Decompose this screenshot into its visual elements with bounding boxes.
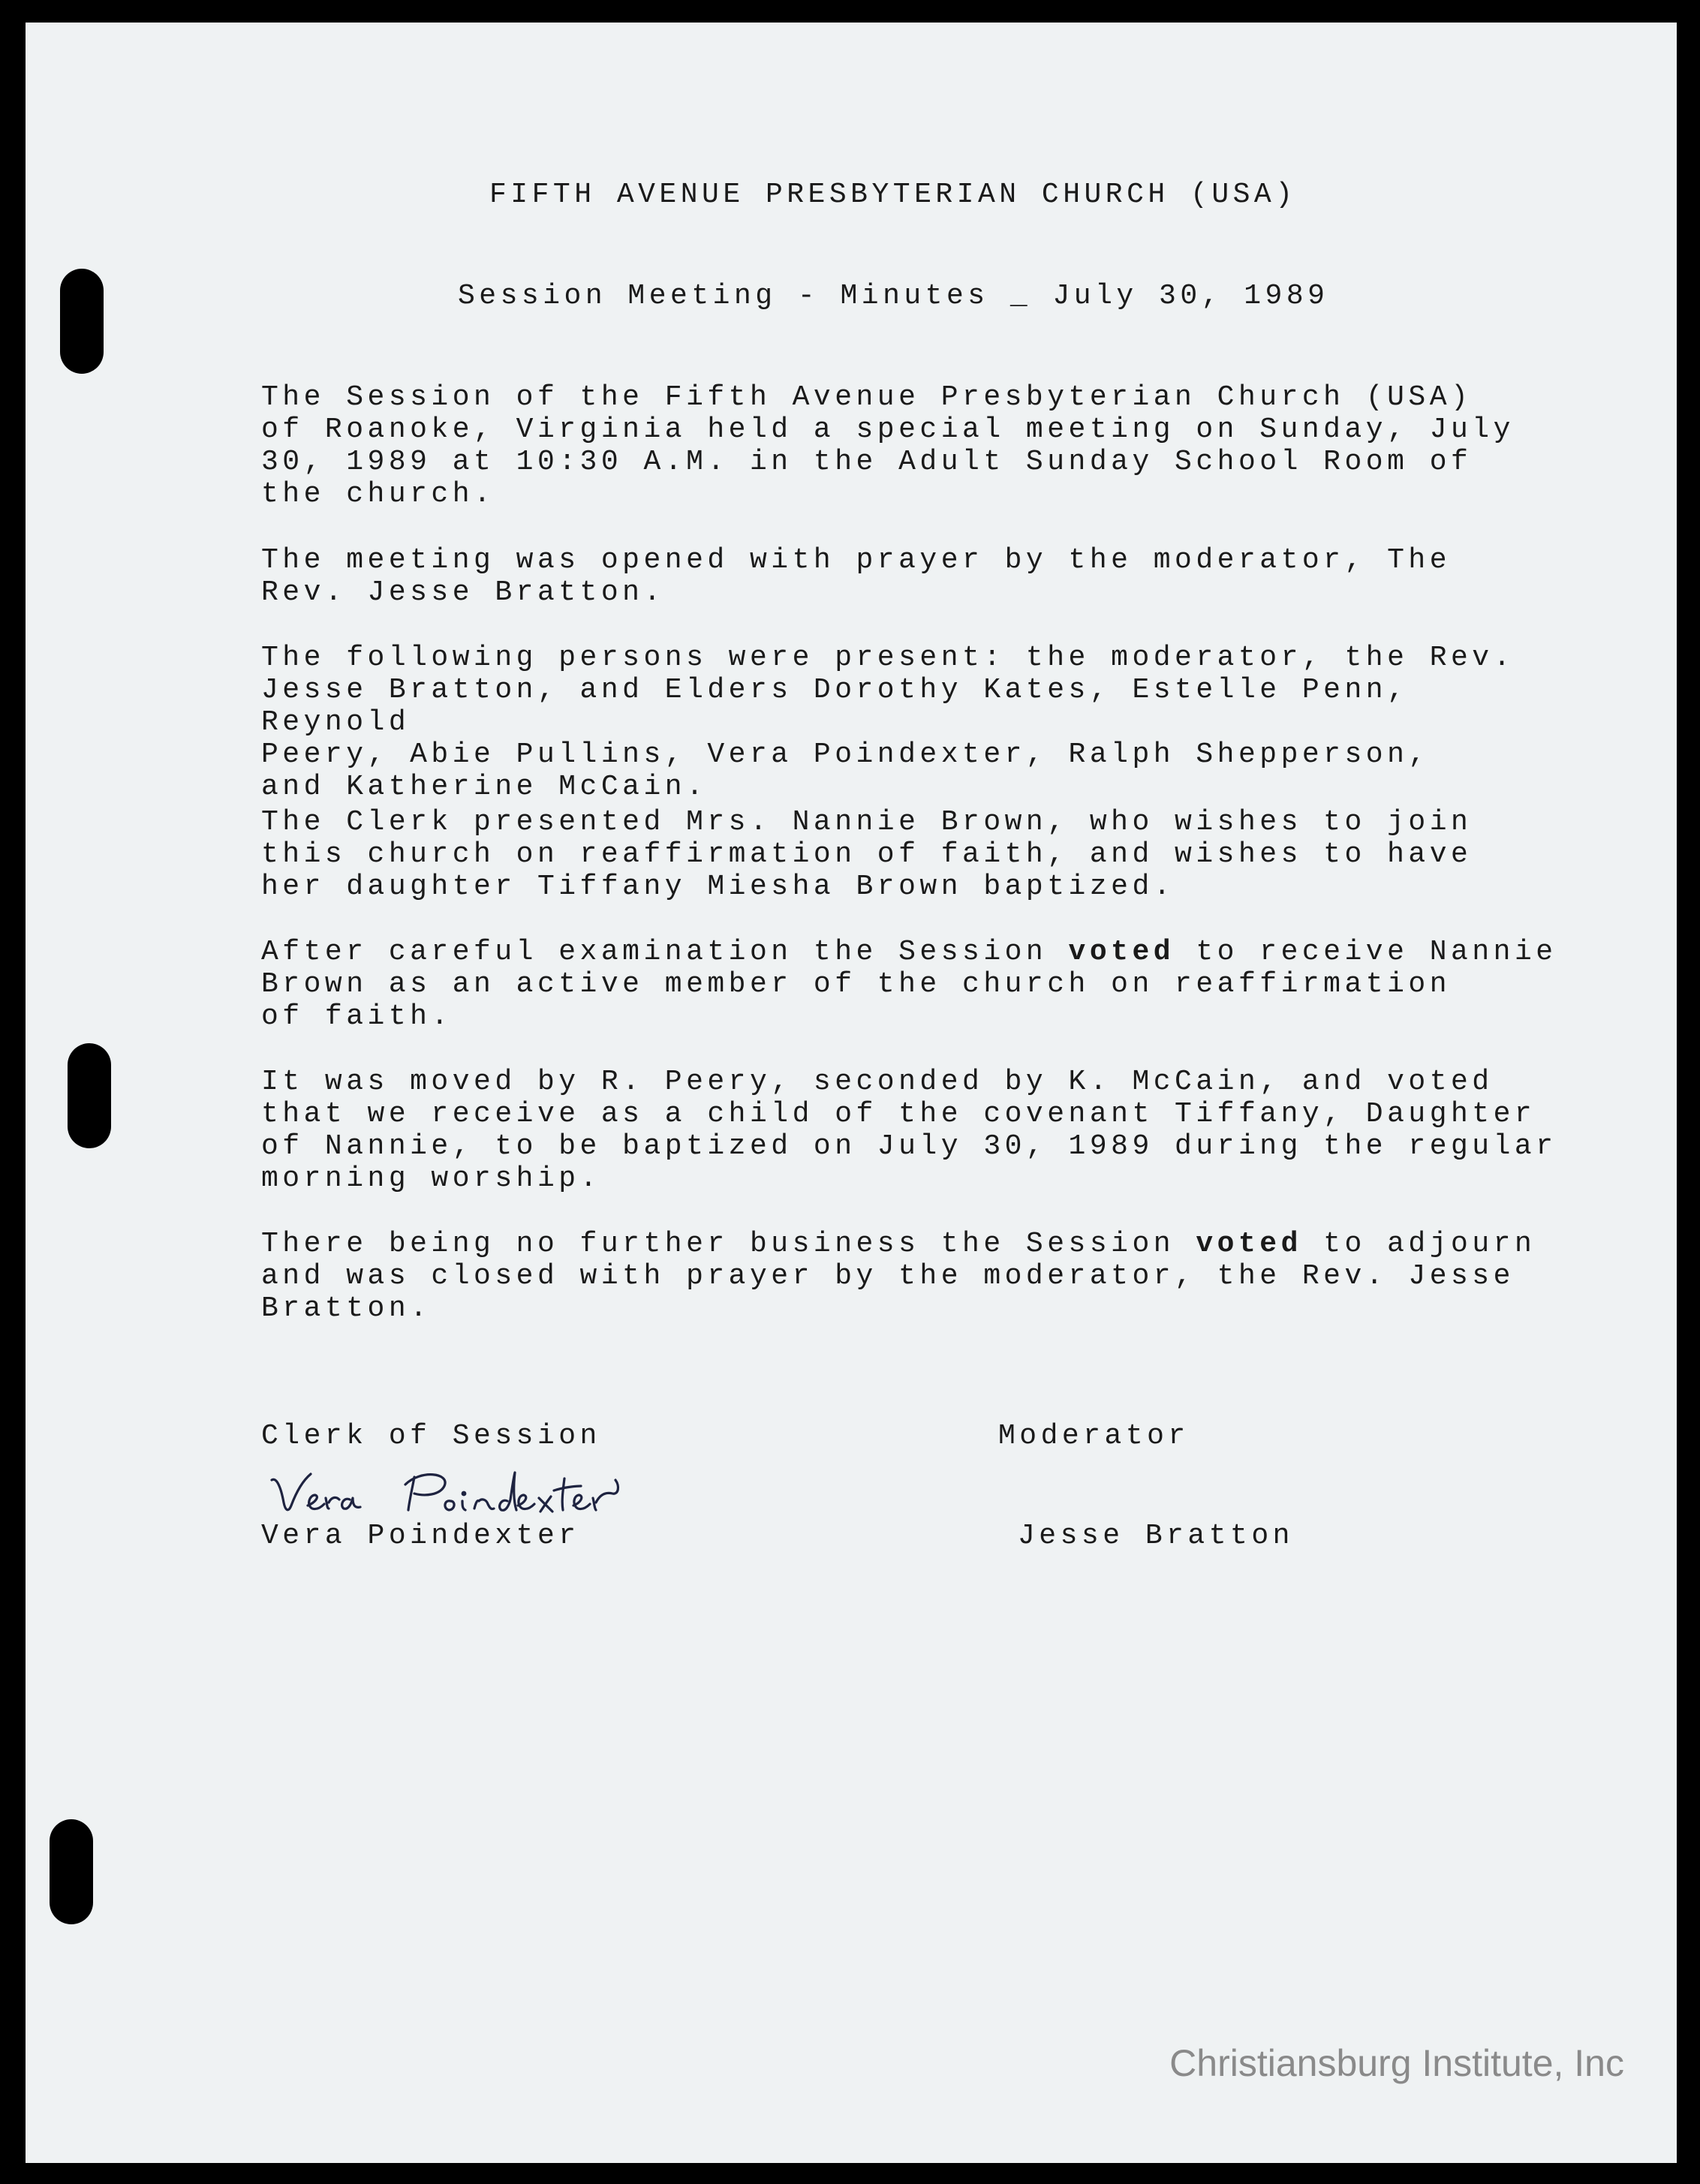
clerk-name: Vera Poindexter — [261, 1520, 580, 1552]
paragraph-clerk-presentation: The Clerk presented Mrs. Nannie Brown, who wishes to join this church on reaffirmation of faith, and wishes to have her daughter Tiffany Miesha Brown baptized. — [261, 806, 1473, 903]
document-title: FIFTH AVENUE PRESBYTERIAN CHURCH (USA) — [489, 179, 1297, 211]
paragraph-text: There being no further business the Session — [261, 1228, 1196, 1260]
punch-hole — [60, 269, 104, 374]
paragraph-text: After careful examination the Session — [261, 936, 1069, 968]
paragraph-membership-vote — [261, 936, 1567, 1033]
paragraph-attendance: The following persons were present: the moderator, the Rev. Jesse Bratton, and Elders Dorothy Kates, Estelle Penn, Reynold Peery, Abie Pullins, Vera Poindexter, Ralph Shepperson, and Katherine McCain. — [261, 642, 1515, 803]
paragraph-text: to receive Nannie Brown as an active member of the church on reaffirmation of faith. — [261, 936, 1557, 1033]
document-subtitle: Session Meeting - Minutes _ July 30, 1989 — [458, 280, 1329, 312]
document-page — [26, 23, 1677, 2163]
punch-hole — [68, 1043, 111, 1148]
moderator-label: Moderator — [998, 1420, 1190, 1452]
punch-hole — [50, 1819, 93, 1924]
bold-voted: voted — [1196, 1228, 1302, 1260]
paragraph-text: to adjourn and was closed with prayer by the moderator, the Rev. Jesse Bratton. — [261, 1228, 1536, 1325]
moderator-name: Jesse Bratton — [1018, 1520, 1294, 1552]
paragraph-adjournment — [261, 1228, 1567, 1325]
paragraph-opening-prayer: The meeting was opened with prayer by the moderator, The Rev. Jesse Bratton. — [261, 544, 1452, 609]
paragraph-baptism-motion: It was moved by R. Peery, seconded by K. McCain, and voted that we receive as a child of the covenant Tiffany, Daughter of Nannie, to be baptized on July 30, 1989 during the regular morning worship. — [261, 1066, 1557, 1195]
archive-watermark: Christiansburg Institute, Inc — [1169, 2042, 1624, 2084]
clerk-label: Clerk of Session — [261, 1420, 601, 1452]
bold-voted: voted — [1068, 936, 1175, 968]
paragraph-meeting-info: The Session of the Fifth Avenue Presbyterian Church (USA) of Roanoke, Virginia held a special meeting on Sunday, July 30, 1989 at 10:30 A.M. in the Adult Sunday School Room of the church. — [261, 381, 1515, 510]
